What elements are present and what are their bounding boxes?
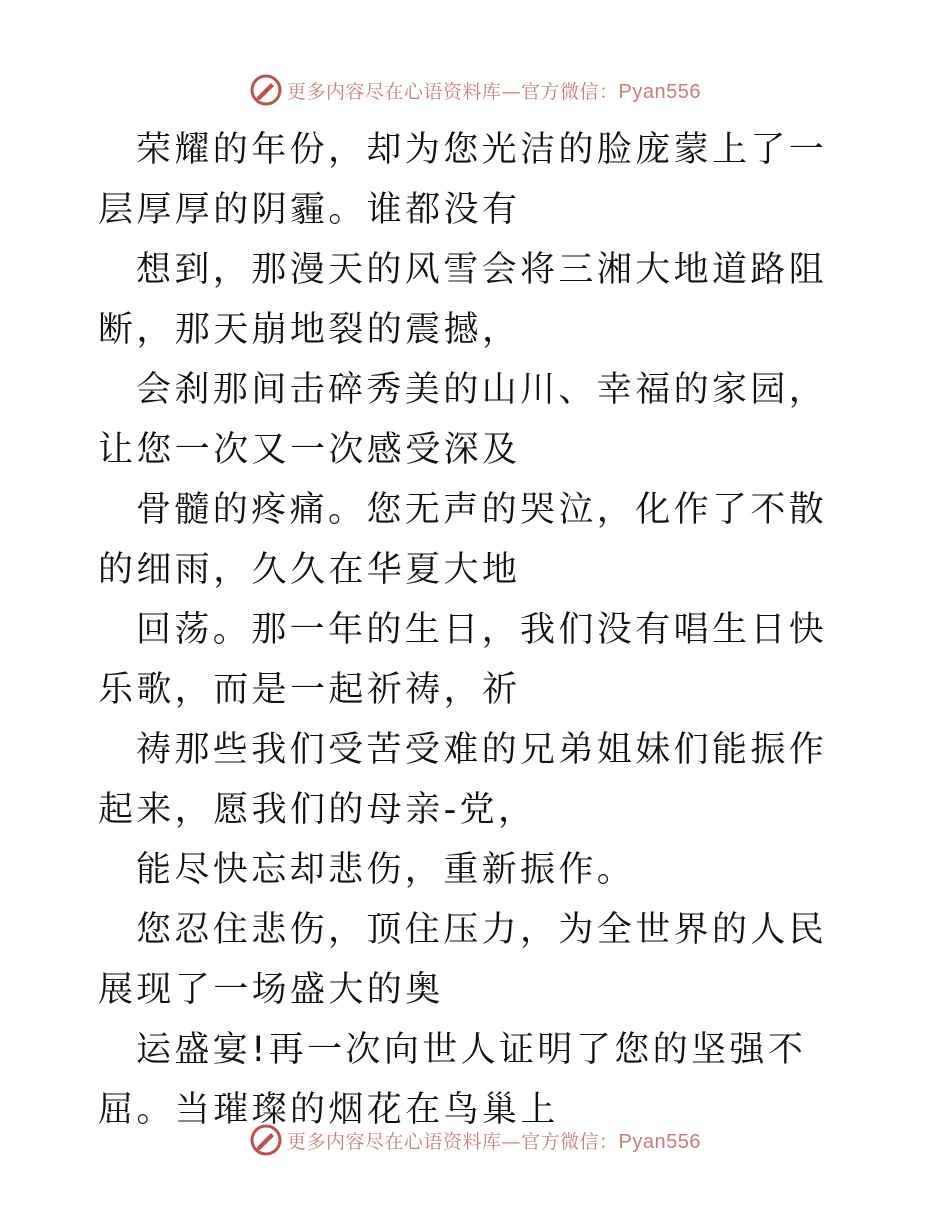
watermark-text: 更多内容尽在心语资料库—官方微信：Pyan556 <box>287 1130 701 1153</box>
watermark-handle: Pyan556 <box>618 1130 701 1153</box>
red-seal-pen-icon <box>249 73 283 107</box>
watermark-text: 更多内容尽在心语资料库—官方微信：Pyan556 <box>287 80 701 103</box>
paragraph: 祷那些我们受苦受难的兄弟姐妹们能振作起来，愿我们的母亲-党， <box>98 730 828 830</box>
paragraph: 骨髓的疼痛。您无声的哭泣，化作了不散的细雨，久久在华夏大地 <box>98 490 828 590</box>
paragraph: 您忍住悲伤，顶住压力，为全世界的人民展现了一场盛大的奥 <box>98 910 828 1010</box>
header-watermark <box>0 70 950 110</box>
paragraph: 荣耀的年份，却为您光洁的脸庞蒙上了一层厚厚的阴霾。谁都没有 <box>98 130 828 230</box>
paragraph: 能尽快忘却悲伤，重新振作。 <box>136 850 636 890</box>
red-seal-pen-icon <box>249 1123 283 1157</box>
footer-watermark <box>0 1120 950 1160</box>
paragraph: 回荡。那一年的生日，我们没有唱生日快乐歌，而是一起祈祷，祈 <box>98 610 828 710</box>
paragraph: 会刹那间击碎秀美的山川、幸福的家园，让您一次又一次感受深及 <box>98 370 828 470</box>
paragraph: 想到，那漫天的风雪会将三湘大地道路阻断，那天崩地裂的震撼， <box>98 250 828 350</box>
body-text <box>98 120 858 1140</box>
paragraph: 运盛宴!再一次向世人证明了您的坚强不屈。当璀璨的烟花在鸟巢上 <box>98 1030 807 1130</box>
watermark-handle: Pyan556 <box>618 80 701 103</box>
